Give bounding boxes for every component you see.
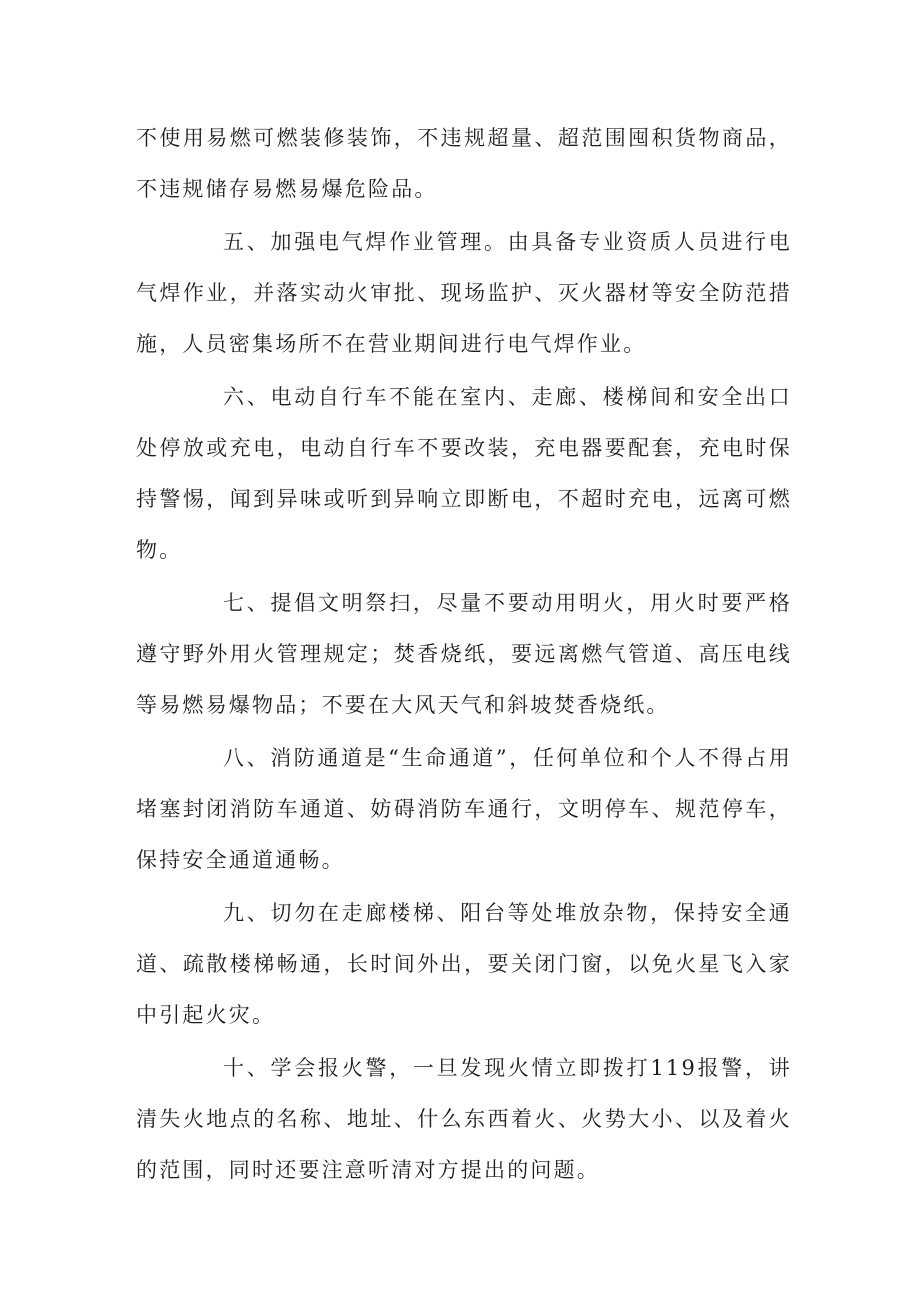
paragraph-item-9: 九、切勿在走廊楼梯、阳台等处堆放杂物，保持安全通道、疏散楼梯畅通，长时间外出，要关闭门窗，以免火星飞入家中引起火灾。	[136, 901, 792, 1027]
paragraph-item-7: 七、提倡文明祭扫，尽量不要动用明火，用火时要严格遵守野外用火管理规定；焚香烧纸，要远离燃气管道、高压电线等易燃易爆物品；不要在大风天气和斜坡焚香烧纸。	[136, 591, 792, 717]
paragraph-continuation: 不使用易燃可燃装修装饰，不违规超量、超范围囤积货物商品，不违规储存易燃易爆危险品。	[136, 126, 792, 201]
document-body	[136, 113, 792, 1196]
paragraph-item-5: 五、加强电气焊作业管理。由具备专业资质人员进行电气焊作业，并落实动火审批、现场监护、灭火器材等安全防范措施，人员密集场所不在营业期间进行电气焊作业。	[136, 230, 792, 356]
paragraph-item-8: 八、消防通道是“生命通道”，任何单位和个人不得占用堵塞封闭消防车通道、妨碍消防车通行，文明停车、规范停车，保持安全通道通畅。	[136, 746, 792, 872]
paragraph-item-10: 十、学会报火警，一旦发现火情立即拨打119报警，讲清失火地点的名称、地址、什么东西着火、火势大小、以及着火的范围，同时还要注意听清对方提出的问题。	[136, 1056, 792, 1182]
paragraph-item-6: 六、电动自行车不能在室内、走廊、楼梯间和安全出口处停放或充电，电动自行车不要改装，充电器要配套，充电时保持警惕，闻到异味或听到异响立即断电，不超时充电，远离可燃物。	[136, 385, 792, 562]
